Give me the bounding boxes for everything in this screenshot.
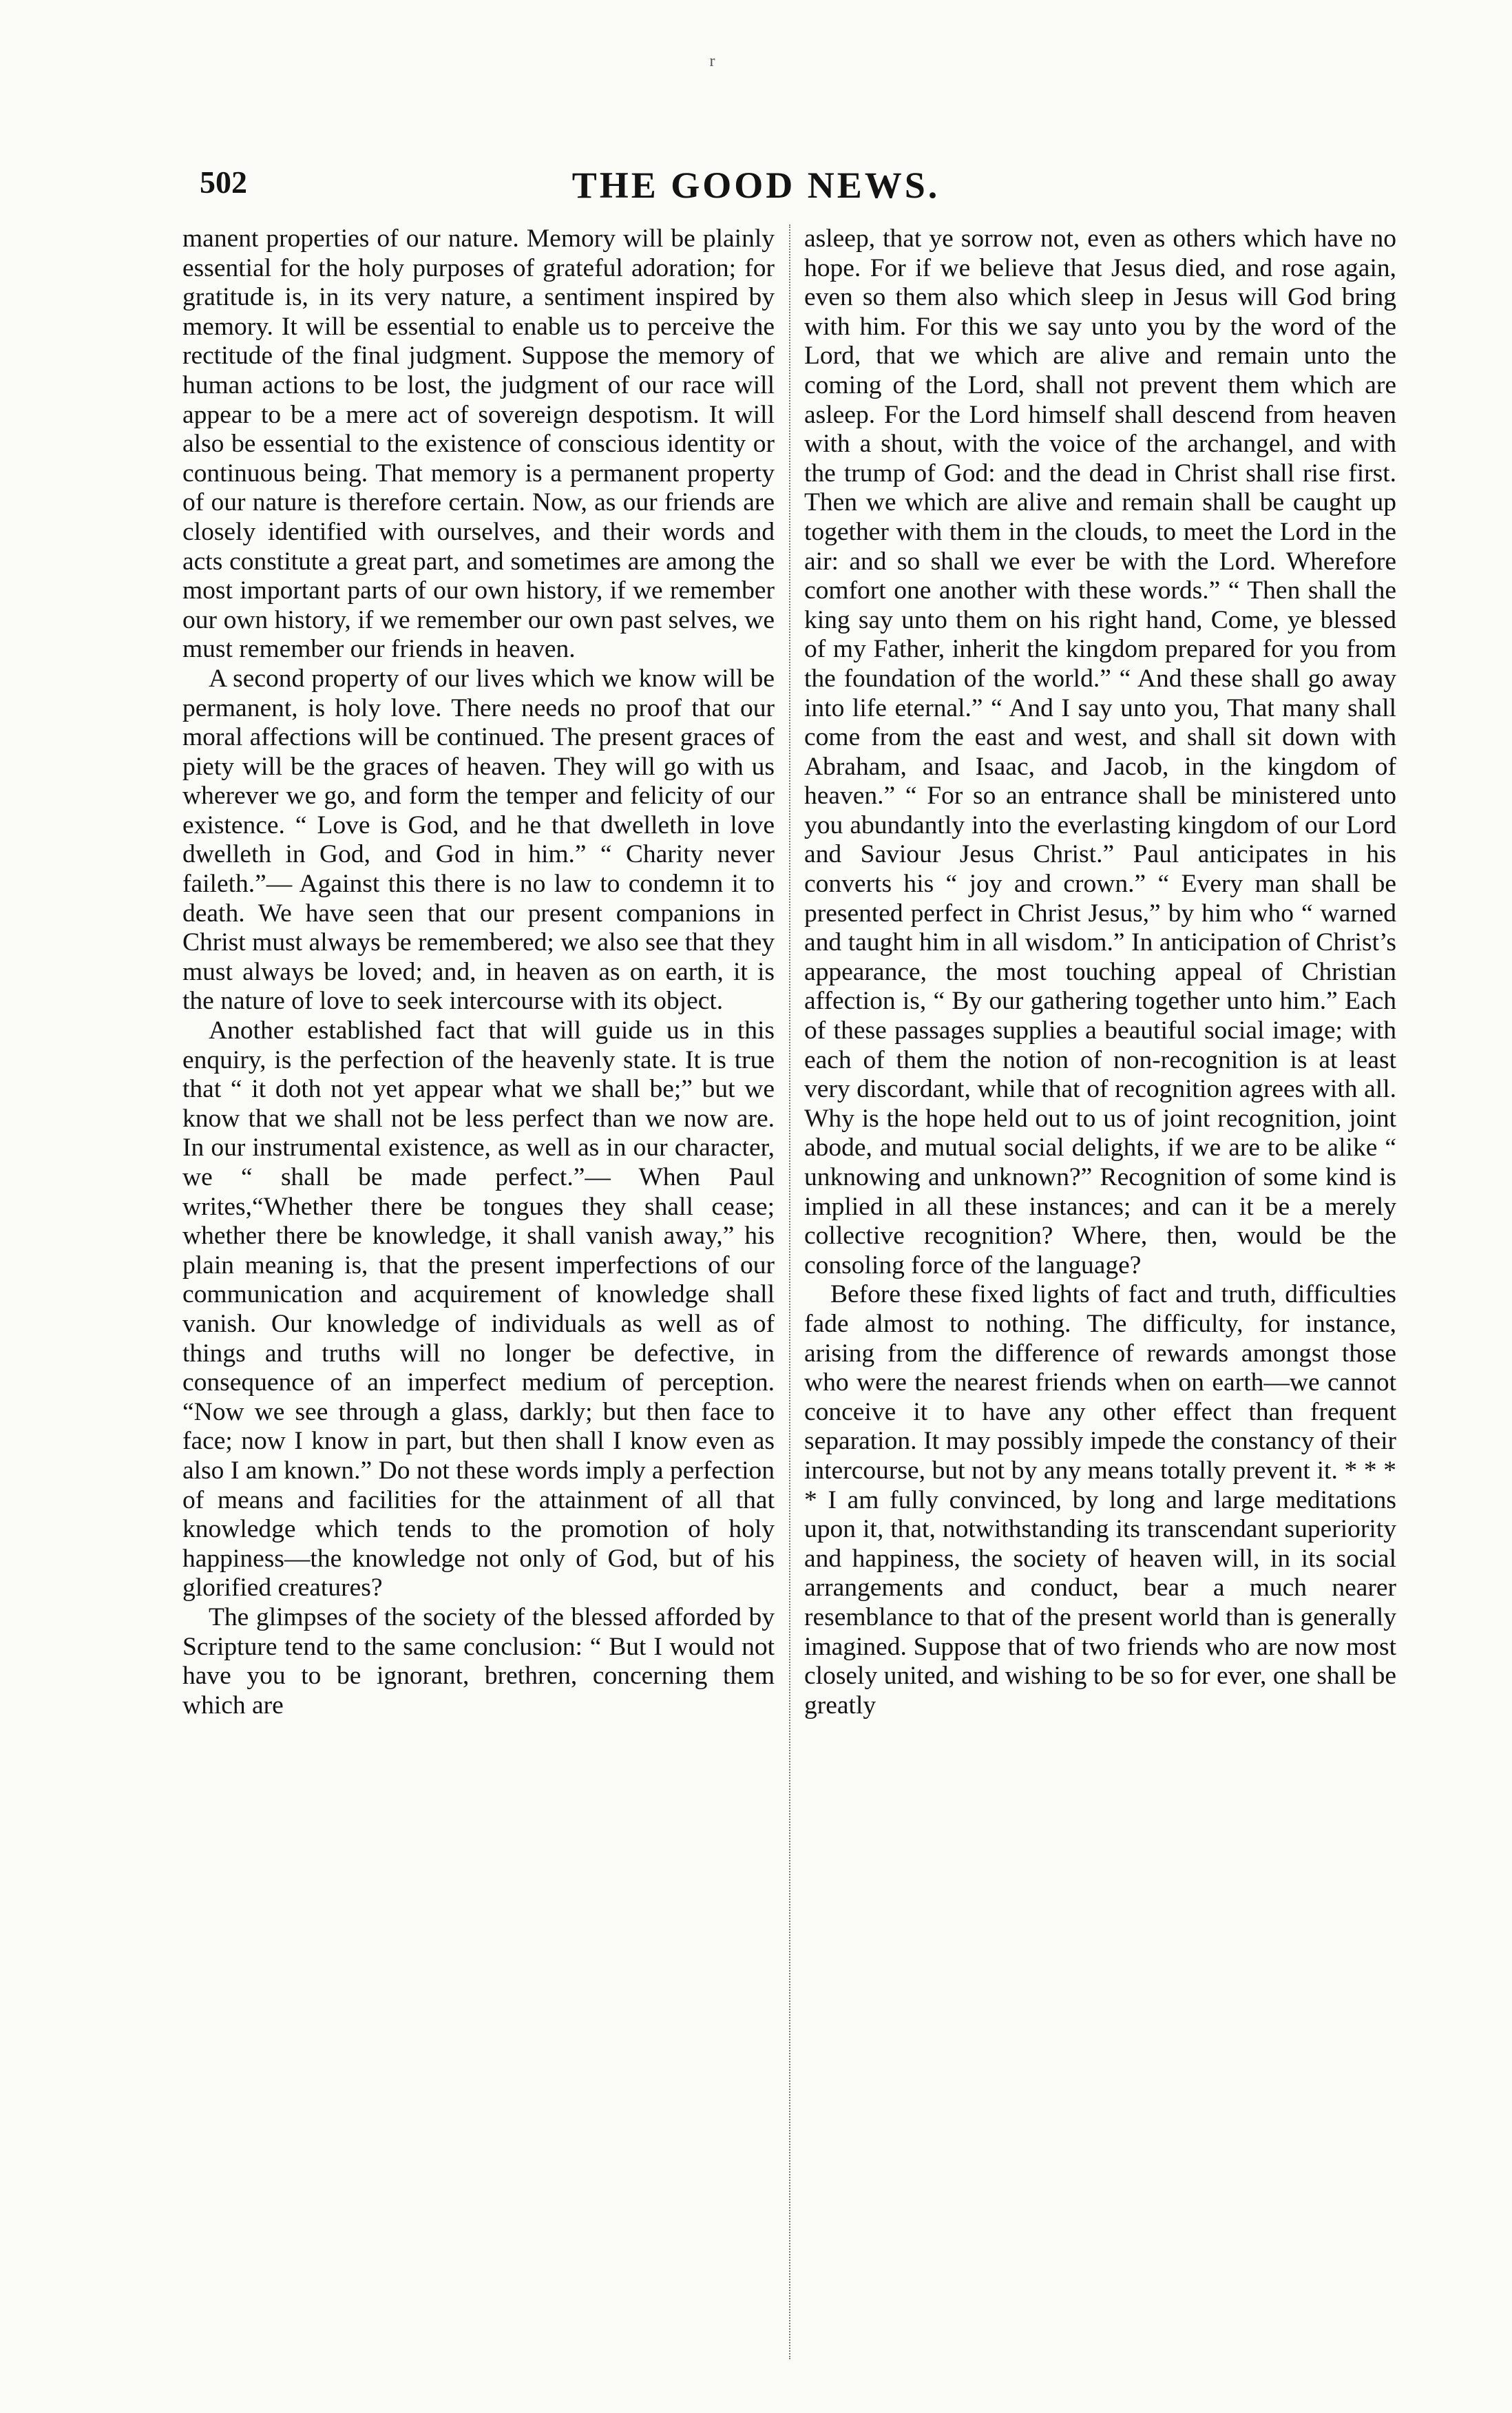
right-column (804, 224, 1396, 1720)
page-number: 502 (200, 165, 247, 200)
left-paragraph-3: Another established fact that will guide us in this enquiry, is the perfection of the heavenly state. It is true that “ it doth not yet appear what we shall be;” but we know that we shall not be less perfect than we now are. In our instrumental existence, as well as in our character, we “ shall be made perfect.”— When Paul writes,“Whether there be tongues they shall cease; whether there be knowledge, it shall vanish away,” his plain meaning is, that the present imperfections of our communication and acquirement of knowledge shall vanish. Our knowledge of individuals as well as of things and truths will no longer be defective, in consequence of an imperfect medium of perception. “Now we see through a glass, darkly; but then face to face; now I know in part, but then shall I know even as also I am known.” Do not these words imply a perfection of means and facilities for the attainment of all that knowledge which tends to the promotion of holy happiness—the knowledge not only of God, but of his glorified creatures? (182, 1016, 775, 1602)
left-paragraph-2: A second property of our lives which we know will be permanent, is holy love. There needs no proof that our moral affections will be continued. The present graces of piety will be the graces of heaven. They will go with us wherever we go, and form the temper and felicity of our existence. “ Love is God, and he that dwelleth in love dwelleth in God, and God in him.” “ Charity never faileth.”— Against this there is no law to condemn it to death. We have seen that our present companions in Christ must always be remembered; we also see that they must always be loved; and, in heaven as on earth, it is the nature of love to seek intercourse with its object. (182, 664, 775, 1016)
left-paragraph-4: The glimpses of the society of the blessed afforded by Scripture tend to the same conclusion: “ But I would not have you to be ignorant, brethren, concerning them which are (182, 1602, 775, 1720)
print-blemish: ʳ (709, 49, 715, 80)
right-paragraph-2: Before these fixed lights of fact and truth, difficulties fade almost to nothing. The difficulty, for instance, arising from the difference of rewards amongst those who were the nearest friends when on earth—we cannot conceive it to have any other effect than frequent separation. It may possibly impede the constancy of their intercourse, but not by any means totally prevent it. * * * * I am fully convinced, by long and large meditations upon it, that, notwithstanding its transcendant superiority and happiness, the society of heaven will, in its social arrangements and conduct, bear a much nearer resemblance to that of the present world than is generally imagined. Suppose that of two friends who are now most closely united, and wishing to be so for ever, one shall be greatly (804, 1280, 1396, 1720)
right-paragraph-1: asleep, that ye sorrow not, even as others which have no hope. For if we believe that Jesus died, and rose again, even so them also which sleep in Jesus will God bring with him. For this we say unto you by the word of the Lord, that we which are alive and remain unto the coming of the Lord, shall not prevent them which are asleep. For the Lord himself shall descend from heaven with a shout, with the voice of the archangel, and with the trump of God: and the dead in Christ shall rise first. Then we which are alive and remain shall be caught up together with them in the clouds, to meet the Lord in the air: and so shall we ever be with the Lord. Wherefore comfort one another with these words.” “ Then shall the king say unto them on his right hand, Come, ye blessed of my Father, inherit the kingdom prepared for you from the foundation of the world.” “ And these shall go away into life eternal.” “ And I say unto you, That many shall come from the east and west, and shall sit down with Abraham, and Isaac, and Jacob, in the kingdom of heaven.” “ For so an entrance shall be ministered unto you abundantly into the everlasting kingdom of our Lord and Saviour Jesus Christ.” Paul anticipates in his converts his “ joy and crown.” “ Every man shall be presented perfect in Christ Jesus,” by him who “ warned and taught him in all wisdom.” In anticipation of Christ’s appearance, the most touching appeal of Christian affection is, “ By our gathering together unto him.” Each of these passages supplies a beautiful social image; with each of them the notion of non-recognition is at least very discordant, while that of recognition agrees with all. Why is the hope held out to us of joint recognition, joint abode, and mutual social delights, if we are to be alike “ unknowing and unknown?” Recognition of some kind is implied in all these instances; and can it be a merely collective recognition? Where, then, would be the consoling force of the language? (804, 224, 1396, 1279)
left-column (182, 224, 775, 1720)
left-paragraph-1: manent properties of our nature. Memory will be plainly essential for the holy purposes of grateful adoration; for gratitude is, in its very nature, a sentiment inspired by memory. It will be essential to enable us to perceive the rectitude of the final judgment. Suppose the memory of human actions to be lost, the judgment of our race will appear to be a mere act of sovereign despotism. It will also be essential to the existence of conscious identity or continuous being. That memory is a permanent property of our nature is therefore certain. Now, as our friends are closely identified with ourselves, and their words and acts constitute a great part, and sometimes are among the most important parts of our own history, if we remember our own history, if we remember our own past selves, we must remember our friends in heaven. (182, 224, 775, 664)
running-title: THE GOOD NEWS. (571, 165, 941, 206)
column-divider (789, 224, 790, 2359)
